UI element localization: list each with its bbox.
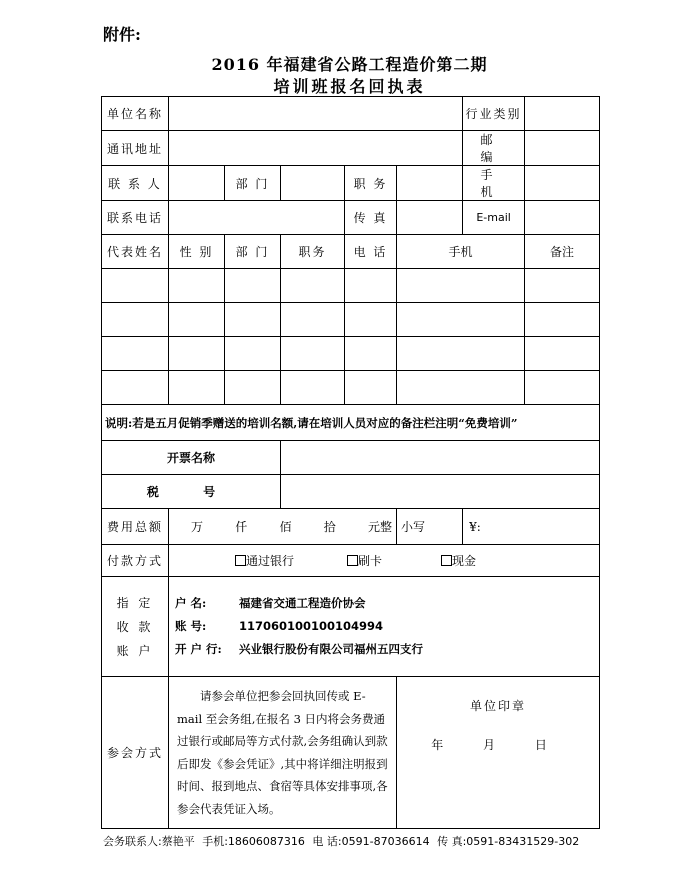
delegate-phone-header: 电 话 bbox=[345, 235, 397, 269]
delegate-header-row bbox=[102, 235, 600, 269]
account-number-key: 账 号: bbox=[175, 619, 207, 633]
delegate-cell[interactable] bbox=[169, 337, 225, 371]
email-label: E-mail bbox=[463, 201, 525, 235]
notice-text: 说明:若是五月促销季赠送的培训名额,请在培训人员对应的备注栏注明“免费培训” bbox=[102, 405, 600, 441]
checkbox-icon[interactable] bbox=[347, 555, 358, 566]
delegate-row bbox=[102, 371, 600, 405]
delegate-cell[interactable] bbox=[169, 303, 225, 337]
delegate-cell[interactable] bbox=[397, 371, 525, 405]
delegate-cell[interactable] bbox=[281, 337, 345, 371]
payment-label: 付款方式 bbox=[102, 545, 169, 577]
contact-position-label: 职 务 bbox=[345, 166, 397, 201]
unit-name-field[interactable] bbox=[169, 97, 463, 131]
form-title: 2016 年福建省公路工程造价第二期 bbox=[211, 55, 488, 74]
delegate-dept-header: 部 门 bbox=[225, 235, 281, 269]
account-number: 117060100100104994 bbox=[239, 619, 384, 633]
contact-field[interactable] bbox=[169, 166, 225, 201]
contact-position-field[interactable] bbox=[397, 166, 463, 201]
payment-cash-option[interactable]: 现金 bbox=[441, 552, 476, 569]
postcode-field[interactable] bbox=[525, 131, 600, 166]
unit-name-label: 单位名称 bbox=[102, 97, 169, 131]
account-holder: 福建省交通工程造价协会 bbox=[239, 596, 366, 610]
delegate-cell[interactable] bbox=[525, 303, 600, 337]
seal-label: 单位印章 bbox=[470, 699, 527, 713]
contact-dept-field[interactable] bbox=[281, 166, 345, 201]
delegate-cell[interactable] bbox=[397, 269, 525, 303]
footer-mobile: 手机:18606087316 bbox=[202, 835, 305, 848]
delegate-cell[interactable] bbox=[397, 337, 525, 371]
attachment-label: 附件: bbox=[103, 25, 141, 44]
fax-field[interactable] bbox=[397, 201, 463, 235]
contact-mobile-field[interactable] bbox=[525, 166, 600, 201]
delegate-cell[interactable] bbox=[525, 337, 600, 371]
delegate-remark-header: 备注 bbox=[525, 235, 600, 269]
footer-phone: 电 话:0591-87036614 bbox=[312, 835, 430, 848]
delegate-gender-header: 性 别 bbox=[169, 235, 225, 269]
fee-amount-field[interactable] bbox=[169, 509, 397, 545]
delegate-cell[interactable] bbox=[102, 303, 169, 337]
account-holder-key: 户 名: bbox=[175, 596, 207, 610]
delegate-cell[interactable] bbox=[345, 269, 397, 303]
registration-form bbox=[101, 96, 600, 829]
attend-instructions: 请参会单位把参会回执回传或 E-mail 至会务组,在报名 3 日内将会务费通过银行或邮局等方式付款,会务组确认到款后即发《参会凭证》,其中将详细注明报到时间、报到地点、食宿等具体安排事项,各参会代表凭证入场。 bbox=[169, 677, 397, 829]
fee-unit-bai: 佰 bbox=[279, 520, 292, 534]
footer-contact bbox=[103, 833, 583, 849]
seal-area bbox=[397, 677, 600, 829]
delegate-cell[interactable] bbox=[225, 269, 281, 303]
delegate-row bbox=[102, 269, 600, 303]
account-bank: 兴业银行股份有限公司福州五四支行 bbox=[239, 642, 423, 656]
tax-no-label: 税 号 bbox=[102, 475, 281, 509]
delegate-cell[interactable] bbox=[102, 269, 169, 303]
delegate-cell[interactable] bbox=[345, 337, 397, 371]
account-label: 指 定 收 款 账 户 bbox=[102, 577, 169, 677]
fee-unit-yuan: 元整 bbox=[367, 520, 392, 534]
delegate-cell[interactable] bbox=[281, 371, 345, 405]
fax-label: 传 真 bbox=[345, 201, 397, 235]
delegate-row bbox=[102, 303, 600, 337]
fee-unit-wan: 万 bbox=[191, 520, 204, 534]
payment-options bbox=[169, 545, 600, 577]
delegate-cell[interactable] bbox=[102, 371, 169, 405]
delegate-cell[interactable] bbox=[345, 371, 397, 405]
delegate-position-header: 职务 bbox=[281, 235, 345, 269]
delegate-cell[interactable] bbox=[345, 303, 397, 337]
yen-sign: ¥: bbox=[469, 519, 481, 534]
seal-date: 年 月 日 bbox=[431, 738, 565, 752]
account-bank-key: 开 户 行: bbox=[175, 642, 222, 656]
invoice-name-field[interactable] bbox=[281, 441, 600, 475]
tax-no-field[interactable] bbox=[281, 475, 600, 509]
payment-card-option[interactable]: 刷卡 bbox=[347, 552, 441, 569]
postcode-label: 邮 编 bbox=[463, 131, 525, 166]
account-info bbox=[169, 577, 600, 677]
delegate-row bbox=[102, 337, 600, 371]
delegate-cell[interactable] bbox=[281, 303, 345, 337]
contact-dept-label: 部 门 bbox=[225, 166, 281, 201]
industry-label: 行业类别 bbox=[463, 97, 525, 131]
footer-contact-person: 会务联系人:蔡艳平 bbox=[103, 835, 195, 848]
delegate-cell[interactable] bbox=[397, 303, 525, 337]
fee-unit-qian: 仟 bbox=[235, 520, 248, 534]
contact-label: 联 系 人 bbox=[102, 166, 169, 201]
delegate-cell[interactable] bbox=[169, 269, 225, 303]
contact-mobile-label: 手 机 bbox=[463, 166, 525, 201]
invoice-name-label: 开票名称 bbox=[102, 441, 281, 475]
delegate-cell[interactable] bbox=[525, 269, 600, 303]
delegate-cell[interactable] bbox=[225, 337, 281, 371]
address-field[interactable] bbox=[169, 131, 463, 166]
fee-small-field[interactable] bbox=[463, 509, 600, 545]
address-label: 通讯地址 bbox=[102, 131, 169, 166]
checkbox-icon[interactable] bbox=[441, 555, 452, 566]
delegate-name-header: 代表姓名 bbox=[102, 235, 169, 269]
industry-field[interactable] bbox=[525, 97, 600, 131]
delegate-cell[interactable] bbox=[281, 269, 345, 303]
delegate-cell[interactable] bbox=[225, 371, 281, 405]
payment-bank-option[interactable]: 通过银行 bbox=[235, 552, 347, 569]
phone-field[interactable] bbox=[169, 201, 345, 235]
delegate-cell[interactable] bbox=[225, 303, 281, 337]
fee-unit-shi: 拾 bbox=[323, 520, 336, 534]
phone-label: 联系电话 bbox=[102, 201, 169, 235]
attend-label: 参会方式 bbox=[102, 677, 169, 829]
delegate-mobile-header: 手机 bbox=[397, 235, 525, 269]
fee-small-label: 小写 bbox=[397, 509, 463, 545]
email-field[interactable] bbox=[525, 201, 600, 235]
delegate-cell[interactable] bbox=[102, 337, 169, 371]
checkbox-icon[interactable] bbox=[235, 555, 246, 566]
delegate-cell[interactable] bbox=[169, 371, 225, 405]
fee-label: 费用总额 bbox=[102, 509, 169, 545]
footer-fax: 传 真:0591-83431529-302 bbox=[437, 835, 580, 848]
form-subtitle: 培训班报名回执表 bbox=[273, 77, 426, 96]
delegate-cell[interactable] bbox=[525, 371, 600, 405]
